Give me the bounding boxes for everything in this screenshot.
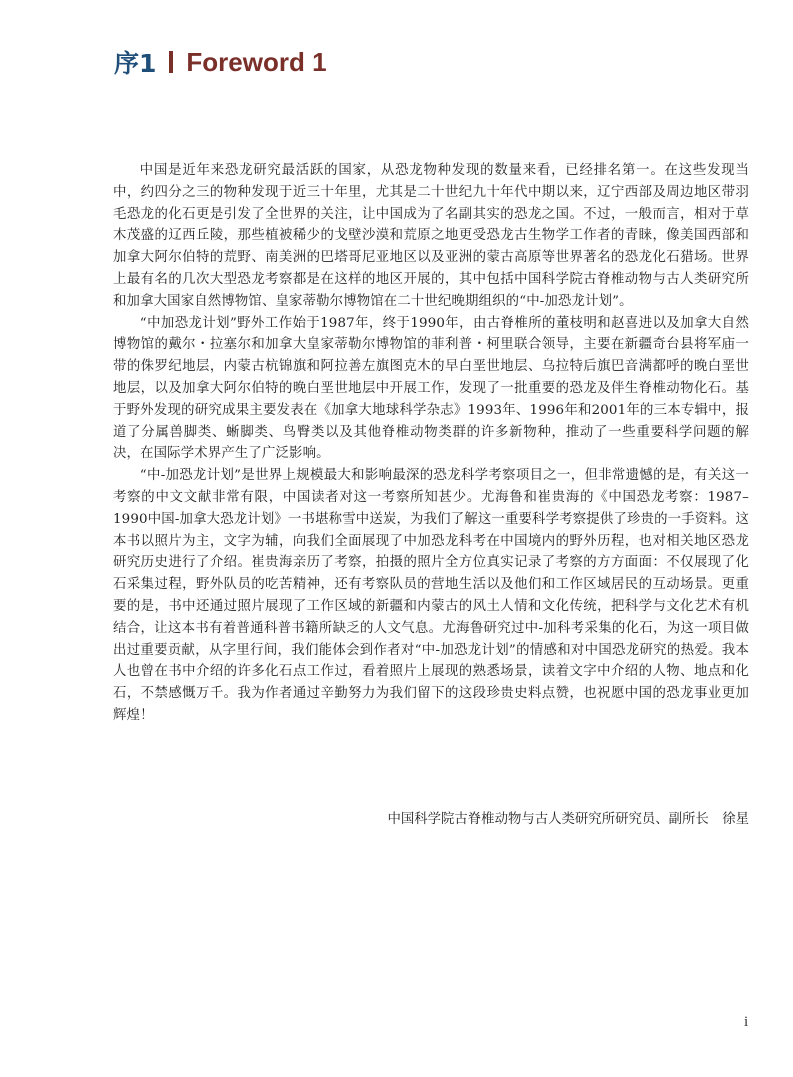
title-english: Foreword 1 xyxy=(186,46,327,77)
page-number: i xyxy=(744,1014,749,1030)
foreword-body xyxy=(113,160,749,727)
paragraph-2: “中加恐龙计划”野外工作始于1987年，终于1990年，由古脊椎所的董枝明和赵喜进以及加拿大自然博物馆的戴尔・拉塞尔和加拿大皇家蒂勒尔博物馆的菲利普・柯里联合领导，主要在新疆奇台县将军庙一带的侏罗纪地层，内蒙古杭锦旗和阿拉善左旗图克木的早白垩世地层、乌拉特后旗巴音满都呼的晚白垩世地层，以及加拿大阿尔伯特的晚白垩世地层中开展工作，发现了一批重要的恐龙及伴生脊椎动物化石。基于野外发现的研究成果主要发表在《加拿大地球科学杂志》1993年、1996年和2001年的三本专辑中，报道了分属兽脚类、蜥脚类、鸟臀类以及其他脊椎动物类群的许多新物种，推动了一些重要科学问题的解决，在国际学术界产生了广泛影响。 xyxy=(113,315,749,462)
author-signature: 中国科学院古脊椎动物与古人类研究所研究员、副所长 徐星 xyxy=(387,812,749,827)
page-title xyxy=(114,44,327,80)
title-chinese: 序1 xyxy=(114,49,157,78)
paragraph-3: “中-加恐龙计划”是世界上规模最大和影响最深的恐龙科学考察项目之一，但非常遗憾的是，有关这一考察的中文文献非常有限，中国读者对这一考察所知甚少。尤海鲁和崔贵海的《中国恐龙考察：1987–1990中国-加拿大恐龙计划》一书堪称雪中送炭，为我们了解这一重要科学考察提供了珍贵的一手资料。这本书以照片为主，文字为辅，向我们全面展现了中加恐龙科考在中国境内的野外历程，也对相关地区恐龙研究历史进行了介绍。崔贵海亲历了考察，拍摄的照片全方位真实记录了考察的方方面面：不仅展现了化石采集过程，野外队员的吃苦精神，还有考察队员的营地生活以及他们和工作区域居民的互动场景。更重要的是，书中还通过照片展现了工作区域的新疆和内蒙古的风土人情和文化传统，把科学与文化艺术有机结合，让这本书有着普通科普书籍所缺乏的人文气息。尤海鲁研究过中-加科考采集的化石，为这一项目做出过重要贡献，从字里行间，我们能体会到作者对“中-加恐龙计划”的情感和对中国恐龙研究的热爱。我本人也曾在书中介绍的许多化石点工作过，看着照片上展现的熟悉场景，读着文字中介绍的人物、地点和化石，不禁感慨万千。我为作者通过辛勤努力为我们留下的这段珍贵史料点赞，也祝愿中国的恐龙事业更加辉煌！ xyxy=(113,468,749,723)
paragraph-1: 中国是近年来恐龙研究最活跃的国家，从恐龙物种发现的数量来看，已经排名第一。在这些发现当中，约四分之三的物种发现于近三十年里，尤其是二十世纪九十年代中期以来，辽宁西部及周边地区带羽毛恐龙的化石更是引发了全世界的关注，让中国成为了名副其实的恐龙之国。不过，一般而言，相对于草木茂盛的辽西丘陵，那些植被稀少的戈壁沙漠和荒原之地更受恐龙古生物学工作者的青睐，像美国西部和加拿大阿尔伯特的荒野、南美洲的巴塔哥尼亚地区以及亚洲的蒙古高原等世界著名的恐龙化石猎场。世界上最有名的几次大型恐龙考察都是在这样的地区开展的，其中包括中国科学院古脊椎动物与古人类研究所和加拿大国家自然博物馆、皇家蒂勒尔博物馆在二十世纪晚期组织的“中-加恐龙计划”。 xyxy=(113,163,749,309)
title-separator xyxy=(169,51,173,73)
